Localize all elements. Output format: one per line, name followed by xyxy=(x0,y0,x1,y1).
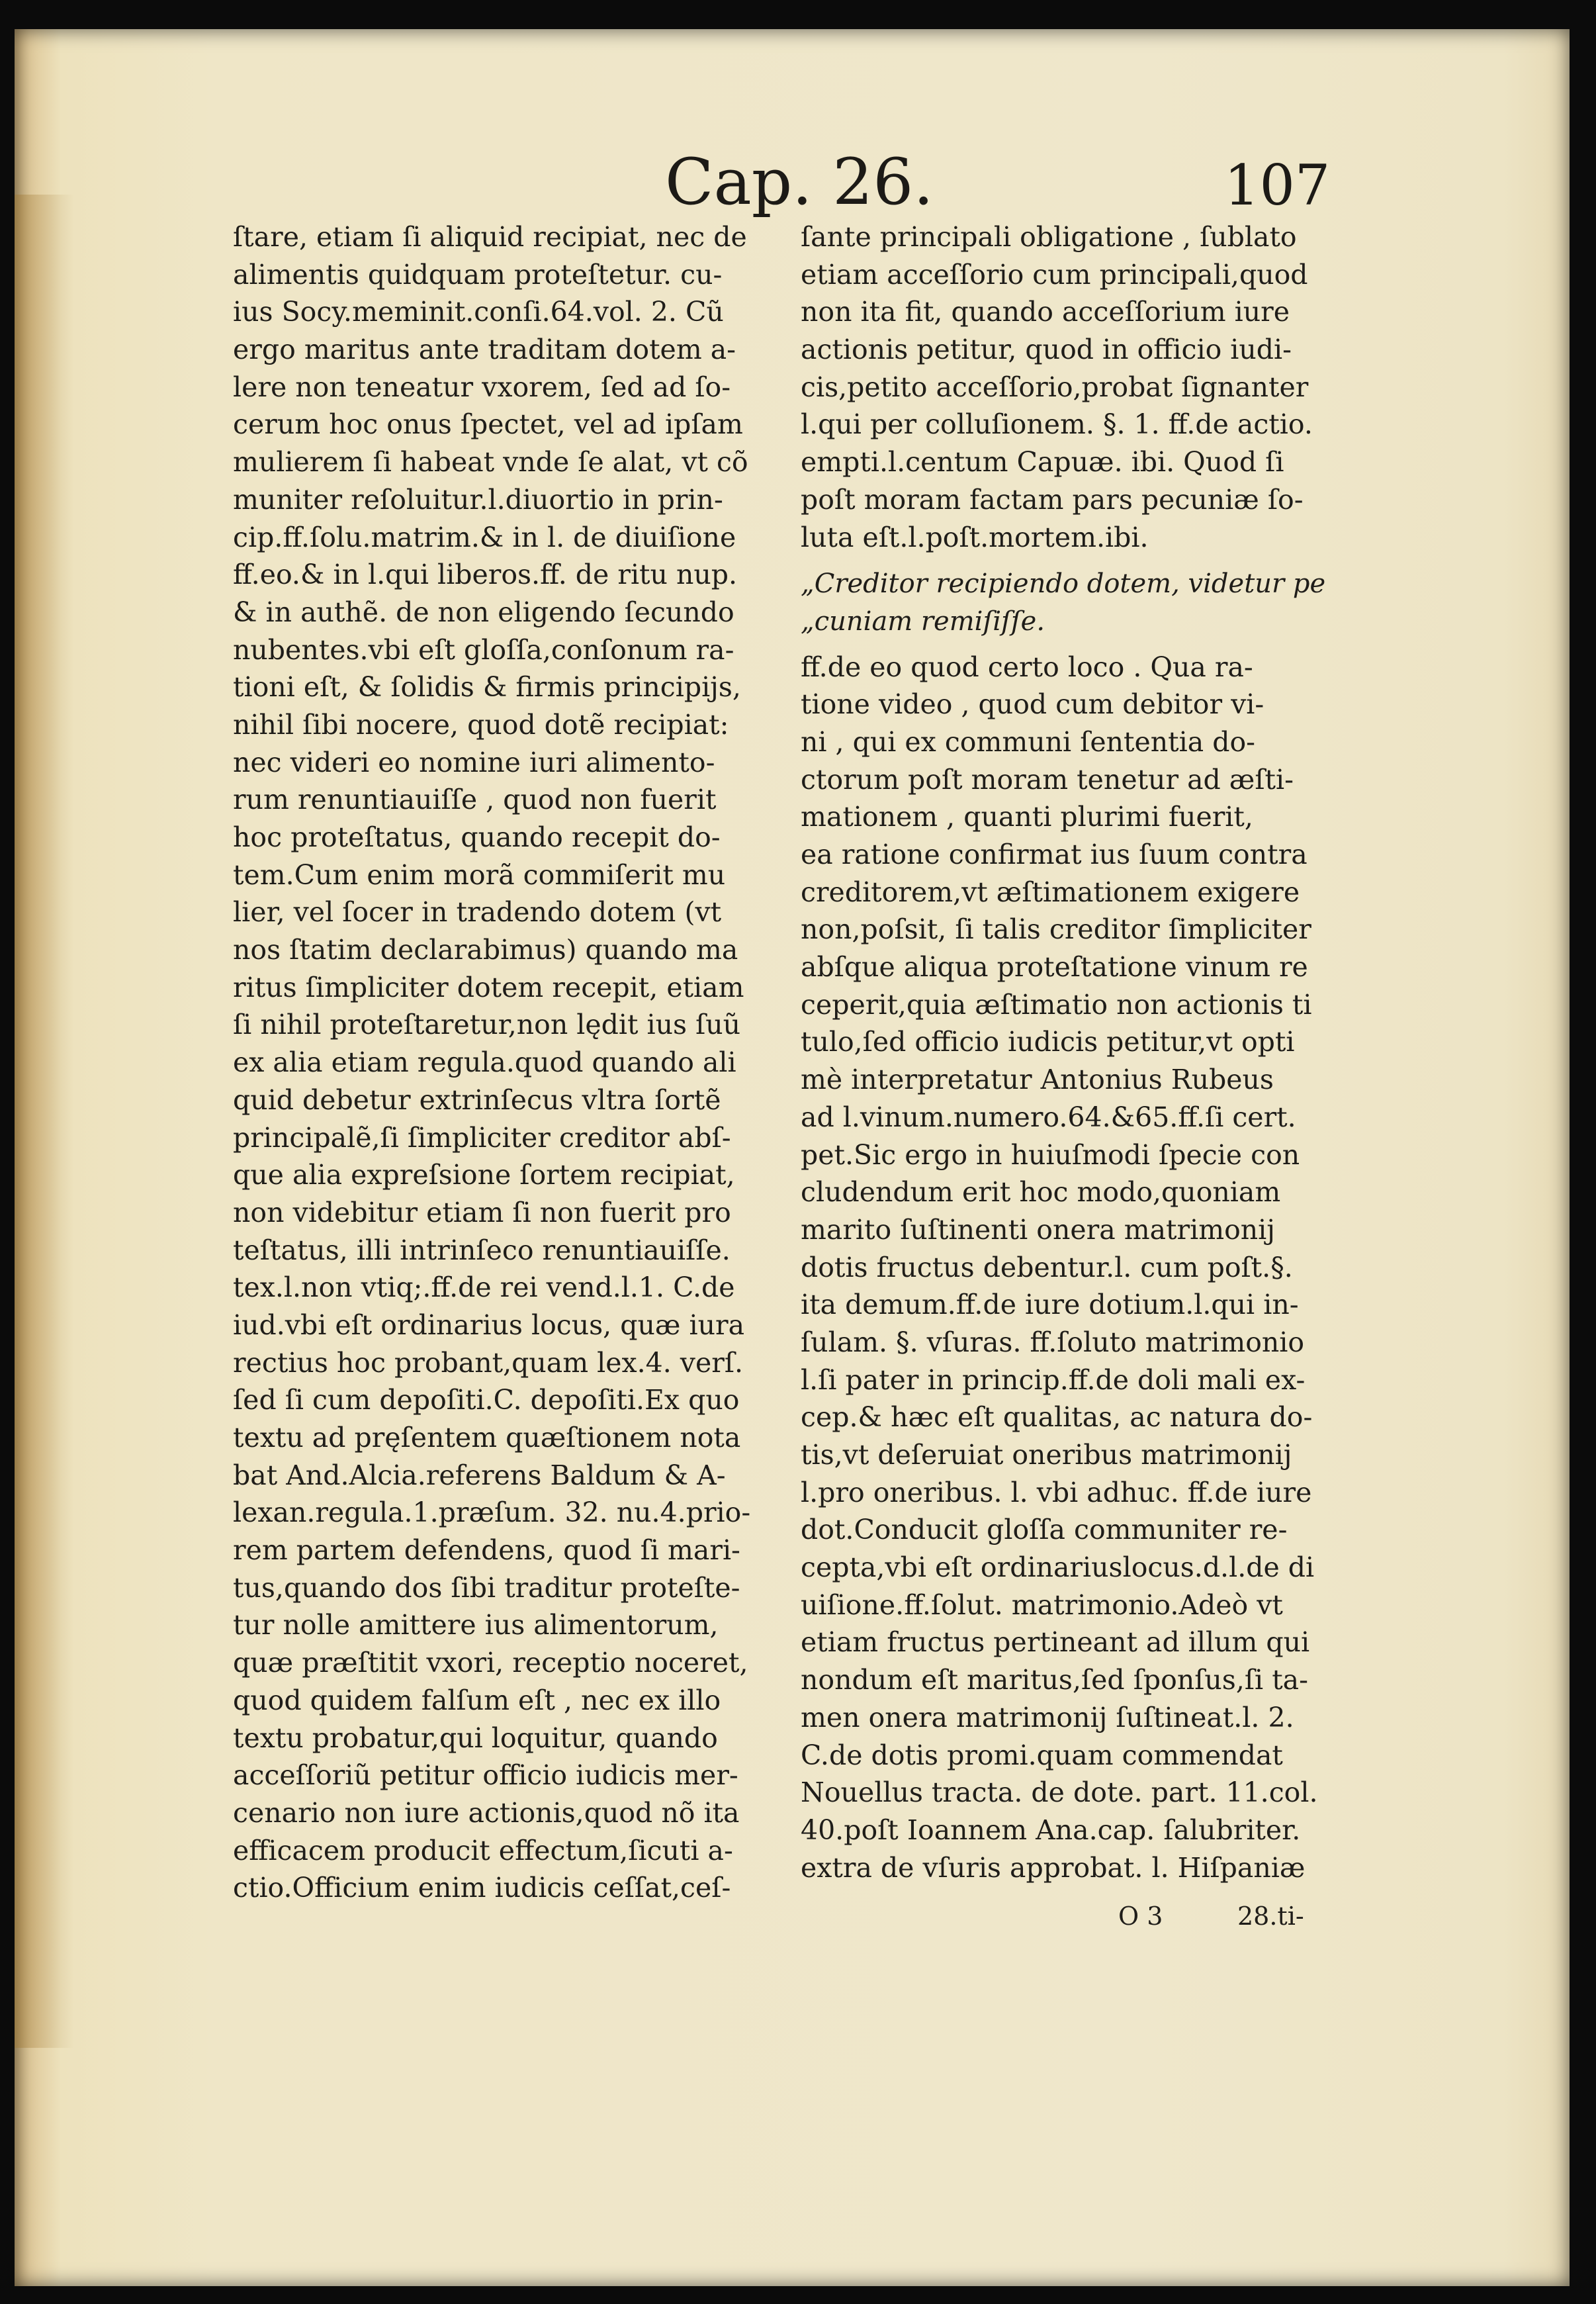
text-line: l.pro oneribus. l. vbi adhuc. ff.de iure xyxy=(801,1476,1312,1508)
text-line: empti.l.centum Capuæ. ibi. Quod ſi xyxy=(801,446,1284,479)
text-line: quæ præſtitit vxori, receptio noceret, xyxy=(233,1647,748,1679)
text-line: lier, vel ſocer in tradendo dotem (vt xyxy=(233,896,722,929)
text-line: cepta,vbi eſt ordinariuslocus.d.l.de di xyxy=(801,1551,1315,1584)
text-line: que alia expreſsione ſortem recipiat, xyxy=(233,1159,735,1191)
text-line: ſtare, etiam ſi aliquid recipiat, nec de xyxy=(233,221,747,253)
text-line: ni , qui ex communi ſententia do- xyxy=(801,725,1256,758)
text-line: nec videri eo nomine iuri alimento- xyxy=(233,746,715,778)
text-line: ad l.vinum.numero.64.&65.ff.ſi cert. xyxy=(801,1101,1296,1133)
text-line: mè interpretatur Antonius Rubeus xyxy=(801,1064,1274,1096)
text-line: lere non teneatur vxorem, ſed ad ſo- xyxy=(233,371,731,403)
text-line: nihil ſibi nocere, quod dotẽ recipiat: xyxy=(233,708,729,741)
text-line: etiam fructus pertineant ad illum qui xyxy=(801,1626,1310,1659)
text-line: ex alia etiam regula.quod quando ali xyxy=(233,1046,736,1079)
text-line: marito ſuſtinenti onera matrimonij xyxy=(801,1213,1275,1246)
text-line: nubentes.vbi eſt gloſſa,conſonum ra- xyxy=(233,633,734,666)
text-line: actionis petitur, quod in officio iudi- xyxy=(801,334,1292,366)
text-line: l.ſi pater in princip.ff.de doli mali ex- xyxy=(801,1363,1306,1396)
text-line: dot.Conducit gloſſa communiter re- xyxy=(801,1514,1288,1546)
text-line: ritus ſimpliciter dotem recepit, etiam xyxy=(233,971,744,1003)
text-line: nos ſtatim declarabimus) quando ma xyxy=(233,934,738,966)
text-line: cis,petito acceſſorio,probat ſignanter xyxy=(801,371,1309,403)
text-line: textu probatur,qui loquitur, quando xyxy=(233,1722,718,1754)
text-line: „Creditor recipiendo dotem, videtur pe xyxy=(801,569,1326,600)
text-line: pet.Sic ergo in huiuſmodi ſpecie con xyxy=(801,1138,1300,1171)
text-line: ctorum poſt moram tenetur ad æſti- xyxy=(801,763,1294,796)
text-line: cerum hoc onus ſpectet, vel ad ipſam xyxy=(233,408,743,441)
text-line: creditorem,vt æſtimationem exigere xyxy=(801,876,1300,908)
catchword: 28.ti- xyxy=(1237,1902,1304,1931)
text-line: ius Socy.meminit.conſi.64.vol. 2. Cũ xyxy=(233,296,724,328)
right-column-top-block xyxy=(801,218,1330,556)
text-line: tus,quando dos ſibi traditur proteſte- xyxy=(233,1571,740,1604)
text-line: ergo maritus ante traditam dotem a- xyxy=(233,334,736,366)
marginal-rubric xyxy=(801,565,1330,640)
text-line: iud.vbi eſt ordinarius locus, quæ iura xyxy=(233,1309,745,1341)
text-line: ceperit,quia æſtimatio non actionis ti xyxy=(801,988,1312,1021)
text-line: 40.poſt Ioannem Ana.cap. ſalubriter. xyxy=(801,1814,1301,1846)
text-line: tem.Cum enim morã commiſerit mu xyxy=(233,858,726,891)
text-line: ctio.Officium enim iudicis ceſſat,ceſ- xyxy=(233,1872,731,1904)
text-line: nondum eſt maritus,ſed ſponſus,ſi ta- xyxy=(801,1664,1308,1696)
left-text-column xyxy=(233,218,749,1907)
text-line: textu ad pręſentem quæſtionem nota xyxy=(233,1422,741,1453)
text-line: dotis fructus debentur.l. cum poſt.§. xyxy=(801,1251,1293,1283)
text-line: efficacem producit effectum,ſicuti a- xyxy=(233,1834,733,1866)
text-line: tioni eſt, & ſolidis & firmis principijs, xyxy=(233,671,741,704)
text-line: tulo,ſed officio iudicis petitur,vt opti xyxy=(801,1026,1295,1058)
text-line: acceſſoriũ petitur officio iudicis mer- xyxy=(233,1759,738,1792)
text-line: mulierem ſi habeat vnde ſe alat, vt cõ xyxy=(233,446,748,479)
text-line: cenario non iure actionis,quod nõ ita xyxy=(233,1796,740,1829)
text-line: mationem , quanti plurimi fuerit, xyxy=(801,801,1253,833)
text-line: cep.& hæc eſt qualitas, ac natura do- xyxy=(801,1401,1313,1434)
text-line: ſulam. §. vſuras. ff.ſoluto matrimonio xyxy=(801,1326,1305,1358)
text-line: non,poſsit, ſi talis creditor ſimpliciter xyxy=(801,913,1311,946)
text-line: tis,vt deſeruiat oneribus matrimonij xyxy=(801,1439,1292,1471)
text-line: teſtatus, illi intrinſeco renuntiauiſſe. xyxy=(233,1234,731,1266)
page-number: 107 xyxy=(1224,153,1331,218)
right-column-bottom-block xyxy=(801,649,1330,1887)
text-line: poſt moram factam pars pecuniæ ſo- xyxy=(801,483,1304,516)
text-line: lexan.regula.1.præſum. 32. nu.4.prio- xyxy=(233,1497,751,1529)
text-line: cip.ff.ſolu.matrim.& in l. de diuiſione xyxy=(233,521,736,553)
text-line: ff.de eo quod certo loco . Qua ra- xyxy=(801,651,1253,683)
text-line: Nouellus tracta. de dote. part. 11.col. xyxy=(801,1776,1318,1809)
text-line: non ita fit, quando acceſſorium iure xyxy=(801,296,1290,328)
text-line: hoc proteſtatus, quando recepit do- xyxy=(233,821,721,853)
text-line: ſi nihil proteſtaretur,non lędit ius ſuũ xyxy=(233,1009,741,1041)
text-line: bat And.Alcia.referens Baldum & A- xyxy=(233,1459,726,1491)
text-line: ſante principali obligatione , ſublato xyxy=(801,221,1297,253)
text-line: cludendum erit hoc modo,quoniam xyxy=(801,1176,1281,1209)
chapter-heading: Cap. 26. xyxy=(665,145,934,219)
text-line: muniter reſoluitur.l.diuortio in prin- xyxy=(233,483,723,516)
text-line: quod quidem falſum eſt , nec ex illo xyxy=(233,1684,721,1716)
running-head xyxy=(0,145,1596,222)
text-line: tur nolle amittere ius alimentorum, xyxy=(233,1609,719,1641)
text-line: non videbitur etiam ſi non fuerit pro xyxy=(233,1196,731,1228)
text-line: & in authẽ. de non eligendo ſecundo xyxy=(233,596,734,628)
text-line: ſed ſi cum depoſiti.C. depoſiti.Ex quo xyxy=(233,1384,740,1416)
text-line: „cuniam remiſiſſe. xyxy=(801,606,1045,637)
text-line: tex.l.non vtiq;.ff.de rei vend.l.1. C.de xyxy=(233,1271,735,1304)
text-line: ff.eo.& in l.qui liberos.ff. de ritu nup. xyxy=(233,559,738,591)
text-line: luta eſt.l.poſt.mortem.ibi. xyxy=(801,521,1149,553)
text-line: ita demum.ff.de iure dotium.l.qui in- xyxy=(801,1289,1299,1321)
text-line: extra de vſuris approbat. l. Hiſpaniæ xyxy=(801,1851,1306,1884)
right-text-column xyxy=(801,218,1330,1886)
signature-mark: O 3 xyxy=(1118,1902,1163,1931)
text-line: l.qui per colluſionem. §. 1. ff.de actio. xyxy=(801,408,1313,441)
text-line: uiſione.ff.ſolut. matrimonio.Adeò vt xyxy=(801,1589,1283,1621)
page-edge-stain xyxy=(15,195,74,2048)
text-line: rum renuntiauiſſe , quod non fuerit xyxy=(233,784,717,816)
text-line: C.de dotis promi.quam commendat xyxy=(801,1739,1283,1771)
text-line: quid debetur extrinſecus vltra ſortẽ xyxy=(233,1083,721,1116)
text-line: ea ratione confirmat ius ſuum contra xyxy=(801,839,1308,870)
text-line: principalẽ,ſi ſimpliciter creditor abſ- xyxy=(233,1121,731,1154)
text-line: alimentis quidquam proteſtetur. cu- xyxy=(233,258,723,291)
text-line: rem partem defendens, quod ſi mari- xyxy=(233,1534,740,1567)
text-line: rectius hoc probant,quam lex.4. verſ. xyxy=(233,1346,744,1379)
text-line: abſque aliqua proteſtatione vinum re xyxy=(801,951,1308,984)
text-line: tione video , quod cum debitor vi- xyxy=(801,688,1264,721)
text-line: etiam acceſſorio cum principali,quod xyxy=(801,258,1308,291)
text-line: men onera matrimonij ſuſtineat.l. 2. xyxy=(801,1701,1294,1733)
